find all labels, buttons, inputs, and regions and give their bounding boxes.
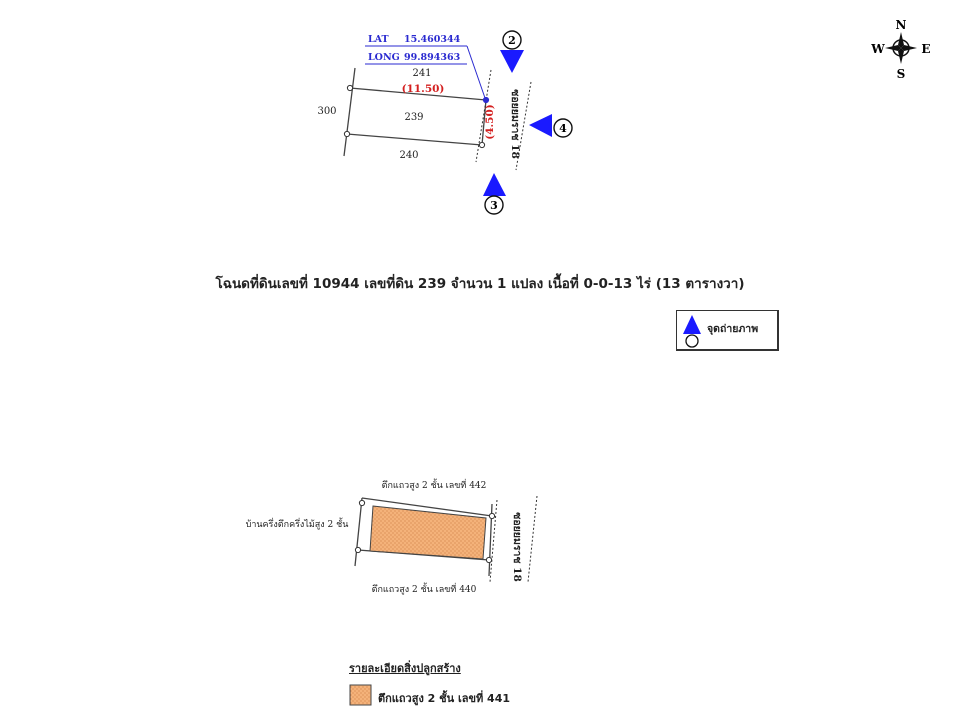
arrow-left-icon <box>529 114 552 137</box>
neighbor-south-label: 240 <box>399 150 419 161</box>
long-value: 99.894363 <box>404 52 461 63</box>
structure-legend-item: ตึกแถวสูง 2 ชั้น เลขที่ 441 <box>378 692 511 705</box>
road-name-label: ซอยยมราช 18 <box>509 89 521 159</box>
compass-east: E <box>921 42 931 56</box>
photo-point-3-number: 3 <box>490 199 498 212</box>
photo-point-legend-label: จุดถ่ายภาพ <box>707 323 759 335</box>
structure-legend-heading: รายละเอียดสิ่งปลูกสร้าง <box>349 662 461 675</box>
arrow-up-icon <box>483 173 506 196</box>
photo-point-2 <box>500 31 524 73</box>
compass-south: S <box>896 67 906 81</box>
parcel-number-label: 239 <box>404 112 424 123</box>
neighbor-west-label: 300 <box>317 106 337 117</box>
photo-point-legend <box>676 310 779 351</box>
compass-rose <box>870 18 930 81</box>
plot-map <box>317 68 531 170</box>
photo-point-2-number: 2 <box>508 34 516 47</box>
north-side-length: (11.50) <box>401 83 445 95</box>
building-swatch <box>350 685 371 705</box>
compass-north: N <box>895 18 907 32</box>
long-label: LONG <box>368 52 400 63</box>
deed-title: โฉนดที่ดินเลขที่ 10944 เลขที่ดิน 239 จำนวน 1 แปลง เนื้อที่ 0-0-13 ไร่ (13 ตารางวา) <box>215 276 745 292</box>
photo-point-3 <box>483 173 506 214</box>
structure-north-label: ตึกแถวสูง 2 ชั้น เลขที่ 442 <box>381 481 487 491</box>
compass-west: W <box>871 42 885 56</box>
structure-south-label: ตึกแถวสูง 2 ชั้น เลขที่ 440 <box>371 585 477 595</box>
photo-point-4 <box>529 114 572 137</box>
photo-point-4-number: 4 <box>559 122 567 135</box>
neighbor-north-label: 241 <box>412 68 432 79</box>
structure-west-label: บ้านครึ่งตึกครึ่งไม้สูง 2 ชั้น <box>245 520 349 530</box>
lat-label: LAT <box>368 34 389 45</box>
east-side-length: (4.50) <box>484 104 496 140</box>
photo-point-icon <box>677 311 707 349</box>
lat-value: 15.460344 <box>404 34 461 45</box>
building-footprint <box>370 506 486 559</box>
arrow-down-icon <box>500 50 524 73</box>
structure-road-name: ซอยยมราช 18 <box>511 512 523 582</box>
structure-map <box>246 478 537 595</box>
